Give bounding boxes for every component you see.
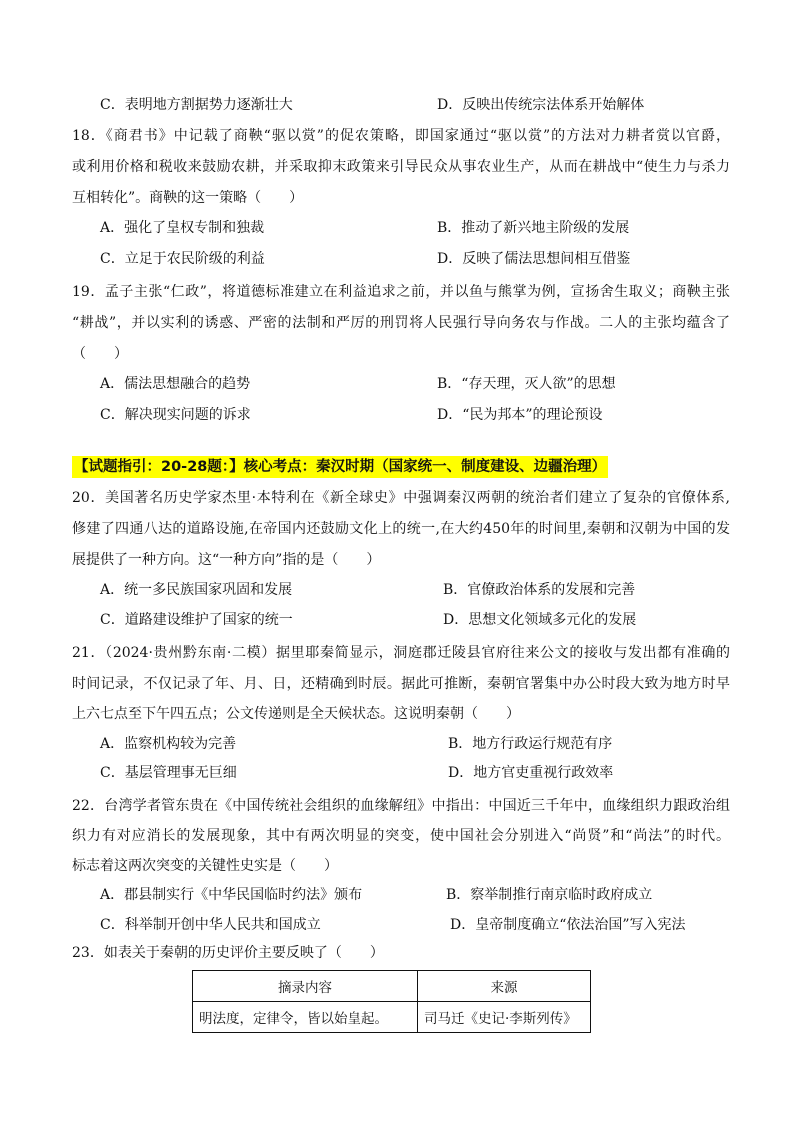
option-a: A．儒法思想融合的趋势 [100,376,251,392]
question-text: 标志着这两次突变的关键性史实是（ ） [72,858,338,874]
option-a: A．统一多民族国家巩固和发展 [100,582,293,598]
table-header: 来源 [418,971,591,1002]
option-a: A．强化了皇权专制和独裁 [100,220,265,236]
section-header: 【试题指引：20-28题：】核心考点：秦汉时期（国家统一、制度建设、边疆治理） [72,456,608,478]
table-cell: 司马迁《史记·李斯列传》 [418,1002,591,1033]
option-c: C．科举制开创中华人民共和国成立 [100,917,321,933]
option-b: B．官僚政治体系的发展和完善 [443,582,636,598]
question-text: 21．（2024·贵州黔东南·二模）据里耶秦简显示，洞庭郡迁陵县官府往来公文的接收与发出都有准确的 [72,645,730,661]
option-b: B．推动了新兴地主阶级的发展 [437,220,630,236]
table-row [193,1002,591,1033]
table-header: 摘录内容 [193,971,418,1002]
question-text: 23．如表关于秦朝的历史评价主要反映了（ ） [72,945,384,961]
option-17d: D．反映出传统宗法体系开始解体 [437,97,645,113]
question-text: 时间记录，不仅记录了年、月、日，还精确到时辰。据此可推断，秦朝官署集中办公时段大致为地方时早 [72,676,730,692]
question-text: 修建了四通八达的道路设施,在帝国内还鼓励文化上的统一,在大约450年的时间里,秦朝和汉朝为中国的发 [72,521,730,537]
question-text: 22．台湾学者管东贵在《中国传统社会组织的血缘解纽》中指出：中国近三千年中，血缘组织力跟政治组 [72,798,730,814]
question-text: 20．美国著名历史学家杰里·本特利在《新全球史》中强调秦汉两朝的统治者们建立了复杂的官僚体系, [72,490,730,506]
question-text: 19．孟子主张“仁政”，将道德标准建立在利益追求之前，并以鱼与熊掌为例，宣扬舍生取义；商鞅主张 [72,284,730,300]
question-text: （ ） [72,346,128,362]
table-header-row [193,971,591,1002]
question-text: 织力有对应消长的发展现象，其中有两次明显的突变，使中国社会分别进入“尚贤”和“尚法”的时代。 [72,828,730,844]
option-17c: C．表明地方割据势力逐渐壮大 [100,97,293,113]
option-c: C．基层管理事无巨细 [100,765,237,781]
question-text: 上六七点至下午四五点；公文传递则是全天候状态。这说明秦朝（ ） [72,706,520,722]
option-b: B．“存天理，灭人欲”的思想 [437,376,616,392]
option-d: D．地方官吏重视行政效率 [448,765,614,781]
option-d: D．皇帝制度确立“依法治国”写入宪法 [450,917,686,933]
question-text: 互相转化”。商鞅的这一策略（ ） [72,190,304,206]
question-text: 18．《商君书》中记载了商鞅“驱以赏”的促农策略，即国家通过“驱以赏”的方法对力耕者赏以官爵， [72,128,730,144]
option-d: D．“民为邦本”的理论预设 [437,407,603,423]
option-c: C．道路建设维护了国家的统一 [100,612,293,628]
option-c: C．解决现实问题的诉求 [100,407,251,423]
question-text: “耕战”，并以实利的诱惑、严密的法制和严厉的刑罚将人民强行导向务农与作战。二人的主张均蕴含了 [72,315,730,331]
question-text: 展提供了一种方向。这“一种方向”指的是（ ） [72,552,381,568]
evaluation-table [192,970,591,1033]
option-b: B．察举制推行南京临时政府成立 [446,887,653,903]
option-d: D．思想文化领域多元化的发展 [443,612,637,628]
option-a: A．监察机构较为完善 [100,736,237,752]
question-text: 或利用价格和税收来鼓励农耕，并采取抑末政策来引导民众从事农业生产，从而在耕战中“使生力与杀力 [72,159,730,175]
option-b: B．地方行政运行规范有序 [448,736,613,752]
table-cell: 明法度，定律令，皆以始皇起。 [193,1002,418,1033]
option-d: D．反映了儒法思想间相互借鉴 [437,251,631,267]
option-c: C．立足于农民阶级的利益 [100,251,265,267]
option-a: A．郡县制实行《中华民国临时约法》颁布 [100,887,363,903]
